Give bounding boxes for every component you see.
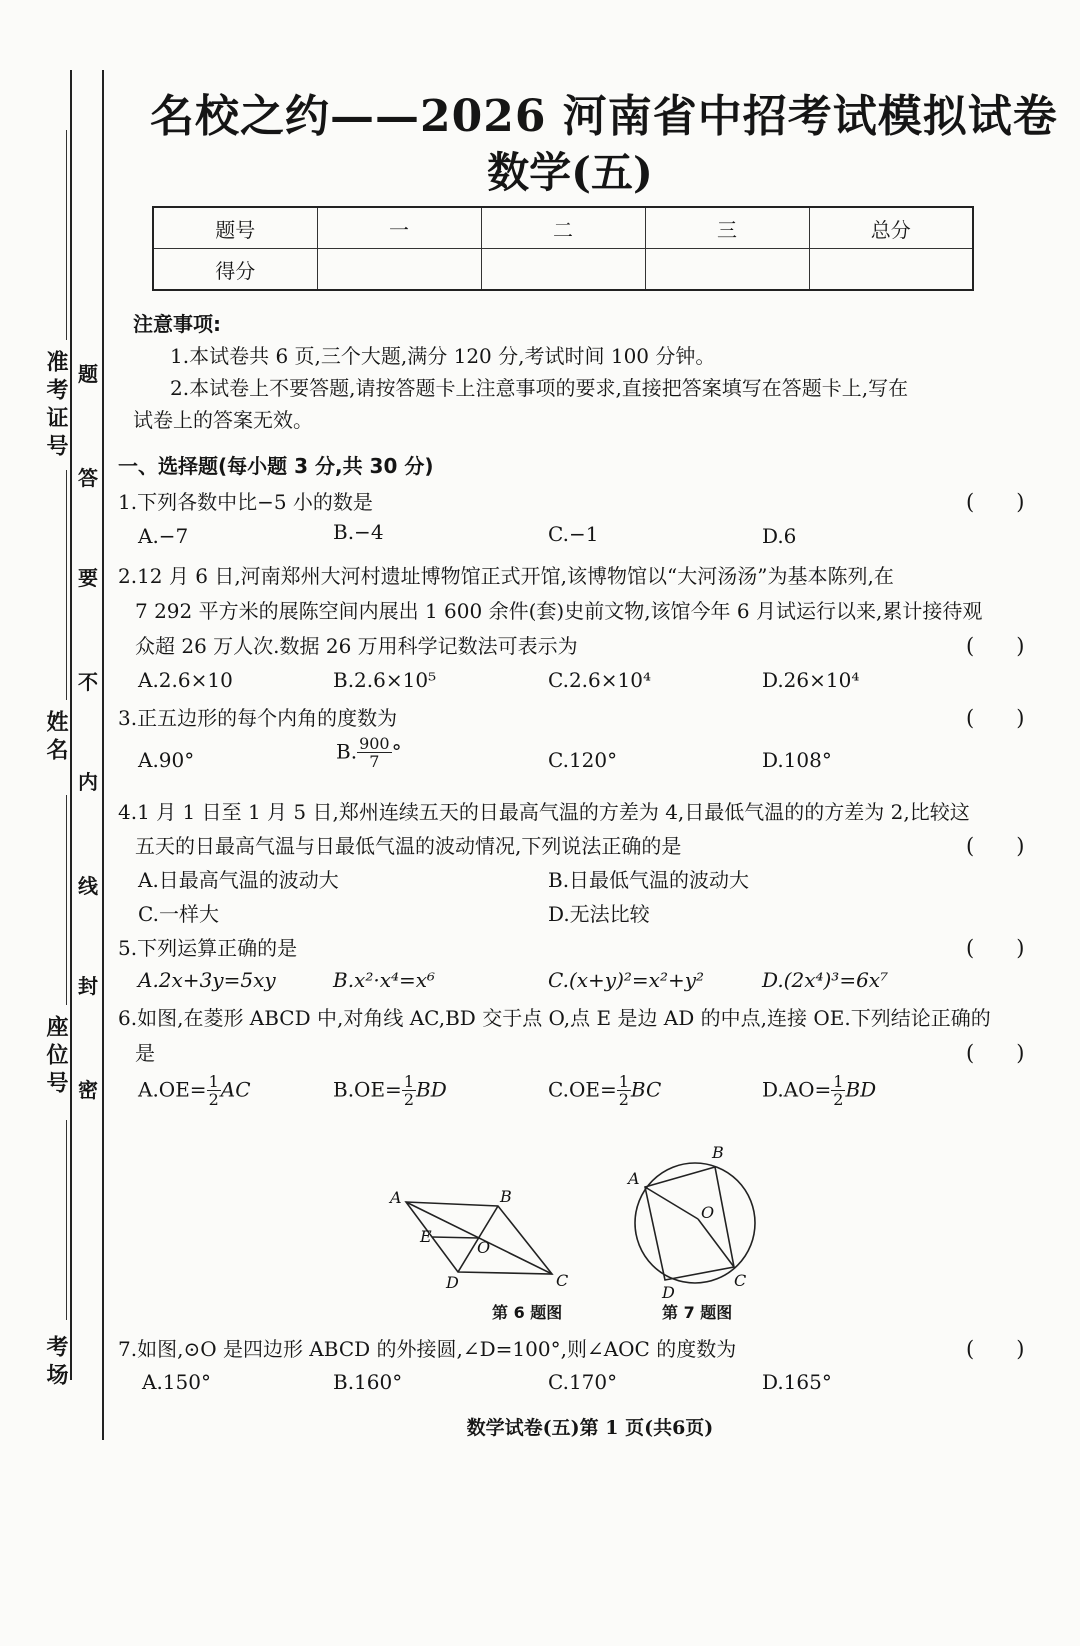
q6-option-a bbox=[138, 1074, 251, 1108]
fig7-point-a: A bbox=[628, 1169, 640, 1188]
q2-option-c: C.2.6×10⁴ bbox=[548, 668, 651, 692]
q6-option-a-numerator: 1 bbox=[208, 1072, 219, 1091]
q6-option-c-numerator: 1 bbox=[618, 1072, 629, 1091]
fig6-point-d: D bbox=[446, 1273, 459, 1292]
q7-option-b: B.160° bbox=[333, 1370, 403, 1394]
seal-char-8: 密 bbox=[78, 1078, 98, 1102]
q1-option-b: B.−4 bbox=[333, 520, 384, 544]
segment-oc bbox=[698, 1219, 734, 1267]
q4-answer-paren: ( ) bbox=[966, 834, 1025, 858]
q2-option-a: A.2.6×10 bbox=[138, 668, 233, 692]
notes-heading: 注意事项: bbox=[133, 312, 221, 336]
q6-option-c-prefix: C.OE= bbox=[548, 1077, 617, 1102]
q6-option-b-denominator: 2 bbox=[403, 1090, 414, 1109]
q5-option-a: A.2x+3y=5xy bbox=[138, 968, 276, 992]
q5-stem: 5.下列运算正确的是 bbox=[118, 936, 298, 960]
q6-option-c-fraction bbox=[617, 1074, 631, 1108]
score-table-score-row bbox=[153, 249, 973, 291]
q6-option-d-prefix: D.AO= bbox=[762, 1077, 832, 1102]
seal-char-6: 线 bbox=[78, 874, 98, 898]
notes-item-2-cont: 试卷上的答案无效。 bbox=[133, 408, 313, 432]
label-room: 考场 bbox=[43, 1335, 68, 1391]
q7-option-c: C.170° bbox=[548, 1370, 618, 1394]
q2-option-d: D.26×10⁴ bbox=[762, 668, 860, 692]
q6-option-b bbox=[333, 1074, 447, 1108]
segment-oe bbox=[432, 1237, 479, 1238]
q6-answer-paren: ( ) bbox=[966, 1041, 1025, 1065]
underline-room bbox=[66, 1120, 67, 1320]
q6-option-a-fraction bbox=[207, 1074, 221, 1108]
seal-char-4: 不 bbox=[78, 670, 98, 694]
q7-option-d: D.165° bbox=[762, 1370, 832, 1394]
q3-option-b-denominator: 7 bbox=[369, 752, 380, 771]
binding-line-outer bbox=[70, 70, 72, 1380]
underline-seat bbox=[66, 795, 67, 1005]
score-cell-2 bbox=[481, 249, 645, 291]
score-header-cell: 二 bbox=[481, 207, 645, 249]
q6-option-b-prefix: B.OE= bbox=[333, 1077, 402, 1102]
fig6-point-e: E bbox=[420, 1227, 432, 1246]
underline-name bbox=[66, 470, 67, 700]
score-cell-3 bbox=[645, 249, 809, 291]
q1-option-d: D.6 bbox=[762, 524, 797, 548]
q5-answer-paren: ( ) bbox=[966, 936, 1025, 960]
q1-option-c: C.−1 bbox=[548, 522, 599, 546]
q3-option-d: D.108° bbox=[762, 748, 832, 772]
score-header-cell: 三 bbox=[645, 207, 809, 249]
q6-option-d-denominator: 2 bbox=[833, 1090, 844, 1109]
q4-stem-line-1: 4.1 月 1 日至 1 月 5 日,郑州连续五天的日最高气温的方差为 4,日最低气温的的方差为 2,比较这 bbox=[118, 800, 970, 824]
q7-answer-paren: ( ) bbox=[966, 1337, 1025, 1361]
q3-option-b-prefix: B. bbox=[336, 739, 358, 764]
q3-option-b-numerator: 900 bbox=[359, 734, 390, 753]
seal-char-5: 内 bbox=[78, 770, 98, 794]
q6-option-a-denominator: 2 bbox=[208, 1090, 219, 1109]
q6-option-b-numerator: 1 bbox=[403, 1072, 414, 1091]
q3-answer-paren: ( ) bbox=[966, 706, 1025, 730]
q4-option-d: D.无法比较 bbox=[548, 902, 650, 926]
seal-char-7: 封 bbox=[78, 974, 98, 998]
q5-option-d: D.(2x⁴)³=6x⁷ bbox=[762, 968, 889, 992]
seal-char-3: 要 bbox=[78, 566, 98, 590]
fig6-point-b: B bbox=[500, 1187, 512, 1206]
label-name: 姓名 bbox=[43, 710, 68, 766]
q2-stem-line-2: 7 292 平方米的展陈空间内展出 1 600 余件(套)史前文物,该馆今年 6 月试运行以来,累计接待观 bbox=[135, 599, 983, 623]
q6-option-d-fraction bbox=[831, 1074, 845, 1108]
q6-option-c bbox=[548, 1074, 661, 1108]
q5-option-b: B.x²·x⁴=x⁶ bbox=[333, 968, 436, 992]
q6-option-d bbox=[762, 1074, 876, 1108]
label-exam-id: 准考证号 bbox=[43, 350, 68, 462]
q6-option-b-fraction bbox=[402, 1074, 416, 1108]
score-row-label: 得分 bbox=[153, 249, 317, 291]
score-cell-total bbox=[809, 249, 973, 291]
q1-stem: 1.下列各数中比−5 小的数是 bbox=[118, 490, 373, 514]
q6-stem-line-1: 6.如图,在菱形 ABCD 中,对角线 AC,BD 交于点 O,点 E 是边 AD 的中点,连接 OE.下列结论正确的 bbox=[118, 1006, 991, 1030]
binding-line-inner bbox=[102, 70, 104, 1440]
q7-option-a: A.150° bbox=[142, 1370, 211, 1394]
q6-stem-line-2: 是 bbox=[135, 1041, 155, 1065]
q6-option-c-post: BC bbox=[630, 1077, 662, 1102]
q4-stem-line-2: 五天的日最高气温与日最低气温的波动情况,下列说法正确的是 bbox=[135, 834, 682, 858]
segment-ao bbox=[645, 1187, 698, 1219]
fig6-point-o: O bbox=[477, 1238, 491, 1257]
notes-item-2: 2.本试卷上不要答题,请按答题卡上注意事项的要求,直接把答案填写在答题卡上,写在 bbox=[170, 376, 909, 400]
q7-stem: 7.如图,⊙O 是四边形 ABCD 的外接圆,∠D=100°,则∠AOC 的度数为 bbox=[118, 1337, 737, 1361]
q2-option-b: B.2.6×10⁵ bbox=[333, 668, 437, 692]
underline-exam-id bbox=[66, 130, 67, 340]
fig7-point-b: B bbox=[712, 1143, 724, 1162]
q6-option-a-post: AC bbox=[220, 1077, 251, 1102]
figure-7-circle bbox=[620, 1140, 770, 1300]
q1-answer-paren: ( ) bbox=[966, 490, 1025, 514]
q3-stem: 3.正五边形的每个内角的度数为 bbox=[118, 706, 398, 730]
q6-option-c-denominator: 2 bbox=[618, 1090, 629, 1109]
seal-char-2: 答 bbox=[78, 466, 98, 490]
seal-char-1: 题 bbox=[78, 362, 98, 386]
q3-option-b-suffix: ° bbox=[391, 739, 402, 764]
q2-stem-line-1: 2.12 月 6 日,河南郑州大河村遗址博物馆正式开馆,该博物馆以“大河汤汤”为基本陈列,在 bbox=[118, 564, 894, 588]
q4-option-c: C.一样大 bbox=[138, 902, 219, 926]
section-1-heading: 一、选择题(每小题 3 分,共 30 分) bbox=[118, 454, 434, 478]
q1-option-a: A.−7 bbox=[138, 524, 189, 548]
score-header-cell: 题号 bbox=[153, 207, 317, 249]
q3-option-b-fraction bbox=[357, 736, 392, 770]
score-table-header-row bbox=[153, 207, 973, 249]
q5-option-c: C.(x+y)²=x²+y² bbox=[548, 968, 705, 992]
q2-answer-paren: ( ) bbox=[966, 634, 1025, 658]
score-table bbox=[152, 206, 974, 291]
quadrilateral-abcd bbox=[645, 1167, 734, 1280]
q6-option-b-post: BD bbox=[416, 1077, 447, 1102]
fig6-point-a: A bbox=[390, 1188, 402, 1207]
figure-6-caption: 第 6 题图 bbox=[492, 1303, 563, 1322]
q3-option-a: A.90° bbox=[138, 748, 195, 772]
score-header-cell: 总分 bbox=[809, 207, 973, 249]
notes-item-1: 1.本试卷共 6 页,三个大题,满分 120 分,考试时间 100 分钟。 bbox=[170, 344, 716, 368]
fig7-point-c: C bbox=[734, 1271, 747, 1290]
q4-option-b: B.日最低气温的波动大 bbox=[548, 868, 750, 892]
score-cell-1 bbox=[317, 249, 481, 291]
q4-option-a: A.日最高气温的波动大 bbox=[138, 868, 339, 892]
exam-title: 名校之约——2026 河南省中招考试模拟试卷 bbox=[150, 91, 1058, 142]
q3-option-c: C.120° bbox=[548, 748, 618, 772]
label-seat: 座位号 bbox=[43, 1015, 68, 1099]
page-footer: 数学试卷(五)第 1 页(共6页) bbox=[466, 1417, 714, 1439]
q3-option-b bbox=[336, 736, 402, 770]
figure-7-caption: 第 7 题图 bbox=[662, 1303, 733, 1322]
q6-option-a-prefix: A.OE= bbox=[138, 1077, 207, 1102]
q6-option-d-post: BD bbox=[845, 1077, 877, 1102]
score-header-cell: 一 bbox=[317, 207, 481, 249]
exam-subtitle: 数学(五) bbox=[487, 148, 653, 197]
fig7-point-d: D bbox=[662, 1283, 675, 1300]
fig6-point-c: C bbox=[556, 1271, 569, 1290]
q6-option-d-numerator: 1 bbox=[833, 1072, 844, 1091]
figure-6-rhombus bbox=[380, 1180, 580, 1300]
q2-stem-line-3: 众超 26 万人次.数据 26 万用科学记数法可表示为 bbox=[135, 634, 578, 658]
fig7-point-o: O bbox=[701, 1203, 715, 1222]
